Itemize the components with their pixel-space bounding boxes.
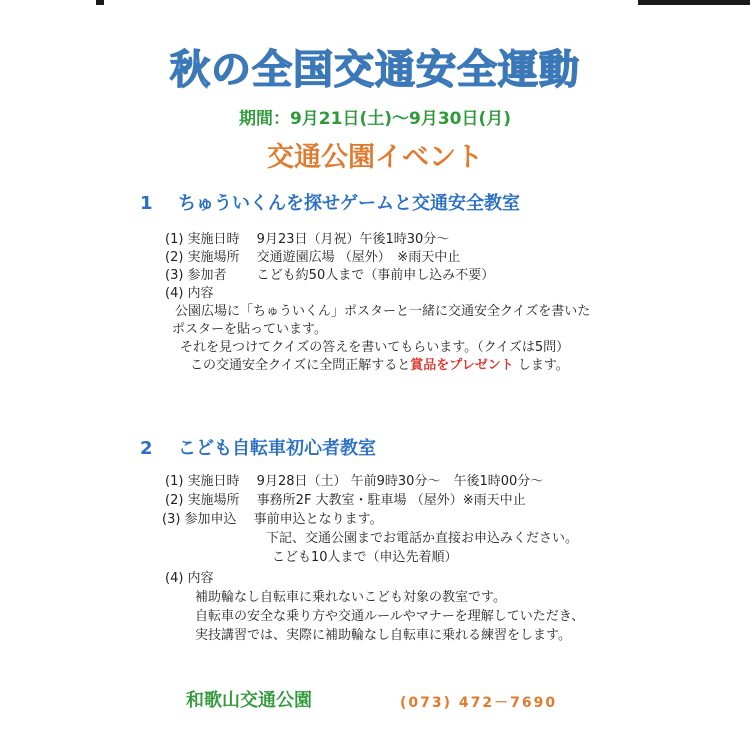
section1-participants: (3) 参加者 こども約50人まで（事前申し込み不要） [165, 268, 495, 283]
section1-date: (1) 実施日時 9月23日（月祝）午後1時30分～ [165, 232, 450, 247]
section2-title: こども自転車初心者教室 [178, 438, 376, 459]
section2-content-line: 補助輪なし自転車に乗れないこども対象の教室です。 [195, 590, 506, 605]
prize-line-before: この交通安全クイズに全問正解すると [190, 358, 411, 373]
section1-location: (2) 実施場所 交通遊園広場 （屋外） ※雨天中止 [165, 250, 461, 265]
section2-application-note: 下記、交通公園までお電話か直接お申込みください。 [266, 531, 579, 546]
section2-capacity: こども10人まで（申込先着順） [272, 550, 458, 565]
section2-date: (1) 実施日時 9月28日（土） 午前9時30分～ 午後1時00分～ [165, 474, 544, 489]
scan-edge-mark [638, 0, 750, 5]
section1-content-label: (4) 内容 [165, 286, 214, 301]
prize-highlight: 賞品をプレゼント [410, 358, 514, 373]
prize-line-after: します。 [513, 358, 569, 373]
section2-number: 2 [140, 438, 153, 459]
section2-content-label: (4) 内容 [165, 571, 214, 586]
section1-content-line: 公園広場に「ちゅういくん」ポスターと一緒に交通安全クイズを書いた [175, 304, 591, 319]
section1-number: 1 [140, 193, 153, 214]
section2-content-line: 自転車の安全な乗り方や交通ルールやマナーを理解していただき、 [195, 609, 585, 624]
event-title: 交通公園イベント [267, 142, 483, 173]
section2-application: (3) 参加申込 事前申込となります。 [162, 512, 383, 527]
section1-title: ちゅういくんを探せゲームと交通安全教室 [178, 193, 520, 214]
section1-content-line: それを見つけてクイズの答えを書いてもらいます。（クイズは5問） [180, 340, 570, 355]
section2-location: (2) 実施場所 事務所2F 大教室・駐車場 （屋外）※雨天中止 [165, 493, 526, 508]
flyer-title: 秋の全国交通安全運動 [170, 47, 580, 93]
organization-name: 和歌山交通公園 [186, 690, 312, 711]
section2-content-line: 実技講習では、実際に補助輪なし自転車に乗れる練習をします。 [195, 628, 571, 643]
section2-heading [140, 437, 376, 461]
section1-heading [140, 192, 520, 216]
section1-content-line: ポスターを貼っています。 [172, 322, 327, 337]
phone-number: (073) 472－7690 [400, 695, 558, 711]
section1-prize-line [190, 357, 569, 375]
campaign-period: 期間：9月21日(土)～9月30日(月) [238, 109, 512, 129]
scan-edge-mark [96, 0, 104, 5]
